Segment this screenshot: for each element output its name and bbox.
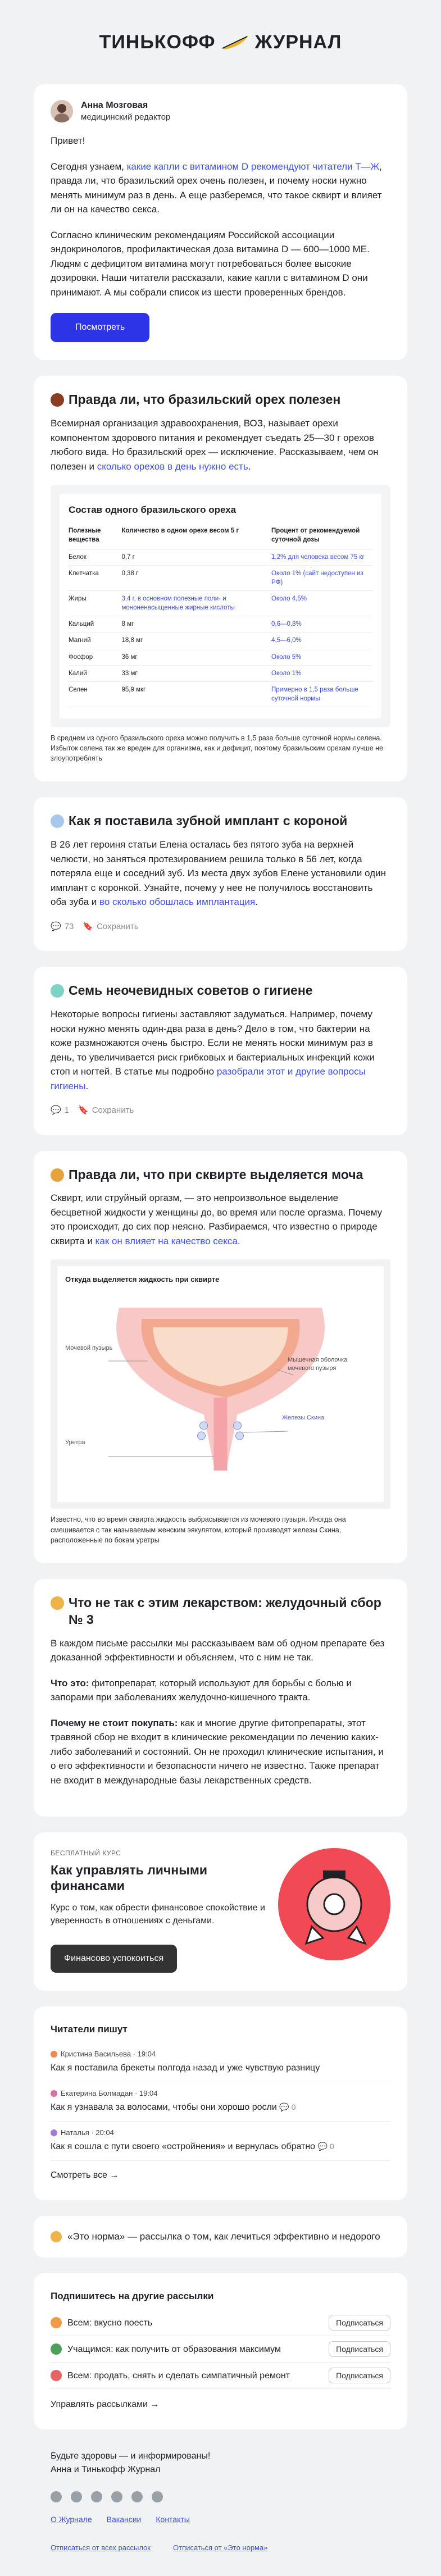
reader-item[interactable]: Наталья · 20:04 Как я сошла с пути своего «остройнения» и вернулась обратно 💬 0	[51, 2122, 390, 2161]
squirt-link[interactable]: как он влияет на качество секса	[95, 1235, 238, 1246]
anatomy-diagram	[51, 1259, 390, 1509]
subscribe-button[interactable]: Подписаться	[329, 2315, 390, 2331]
soap-icon	[51, 984, 64, 998]
table-row	[69, 649, 372, 665]
table-cell: Жиры	[69, 591, 121, 616]
article-drug	[34, 1579, 407, 1817]
article-title[interactable]: Правда ли, что бразильский орех полезен	[51, 392, 390, 408]
table-cell: Клетчатка	[69, 565, 121, 590]
table-cell: Магний	[69, 632, 121, 649]
masthead	[0, 0, 441, 84]
table-row	[69, 591, 372, 616]
implant-link[interactable]: во сколько обошлась имплантация	[99, 896, 256, 908]
comments-button[interactable]: 💬 73	[51, 921, 74, 934]
save-button[interactable]: 🔖 Сохранить	[78, 1104, 134, 1117]
table-cell[interactable]: Около 4,5%	[271, 591, 372, 616]
table-cell[interactable]: Около 1%	[271, 665, 372, 681]
diagram-caption: Известно, что во время сквирта жидкость выбрасывается из мочевого пузыря. Иногда она смешивается с так называемым женским эякулятом, который производят железы Скина, расположенные по бокам уретры	[51, 1515, 346, 1544]
table-cell[interactable]: 4,5—6,0%	[271, 632, 372, 649]
drug-what: Что это: фитопрепарат, который используют для борьбы с болью и запорами при заболеваниях желудочно-кишечного тракта.	[51, 1677, 352, 1703]
article-text: Сквирт, или струйный оргазм, — это непроизвольное выделение бесцветной жидкости у женщины до, во время или после оргазма. Почему это происходит, до сих пор неясно. Разбираемся, что известно о природе сквирта и как он влияет на качество секса.	[51, 1193, 383, 1246]
table-cell: Кальций	[69, 616, 121, 632]
vk-icon[interactable]	[51, 2491, 62, 2502]
piggy-bank-illustration	[278, 1848, 390, 1960]
article-title: Что не так с этим лекарством: желудочный сбор № 3	[51, 1595, 390, 1628]
telegram-icon[interactable]	[71, 2491, 82, 2502]
article-text: Некоторые вопросы гигиены заставляют задуматься. Например, почему носки нужно менять один-два раза в день? Дело в том, что бактерии на коже размножаются очень быстро. Если не менять носки минимум раз в день, то увеличивается риск грибковых и бактериальных инфекций кожи стоп и ногтей. В статье мы подробно разобрали этот и другие вопросы гигиены.	[51, 1009, 375, 1091]
table-row	[69, 681, 372, 707]
label-bladder: Мочевой пузырь	[65, 1345, 113, 1352]
about-link[interactable]: О Журнале	[51, 2515, 92, 2524]
author-name: Анна Мозговая	[81, 101, 148, 110]
comment-icon: 💬	[51, 1105, 61, 1116]
bookmark-icon: 🔖	[83, 921, 94, 931]
unsubscribe-links	[51, 2542, 390, 2554]
youtube-icon[interactable]	[91, 2491, 102, 2502]
newsletter-info-card	[34, 2216, 407, 2258]
table-row	[69, 616, 372, 632]
signoff-line-1: Будьте здоровы — и информированы!	[51, 2451, 211, 2461]
logo-text-left: ТИНЬКОФФ	[99, 31, 216, 53]
comments-button[interactable]: 💬 1	[51, 1104, 69, 1117]
water-icon	[51, 1168, 64, 1182]
readers-card	[34, 2006, 407, 2201]
food-icon	[51, 2317, 62, 2328]
table-caption: В среднем из одного бразильского ореха можно получить в 1,5 раза больше суточной нормы селена. Избыток селена так же вреден для организма, как и дефицит, поэтому бразильским орехам лучше не злоупотреблять	[51, 734, 383, 763]
table-cell[interactable]: 3,4 г, в основном полезные поли- и мононенасыщенные жирные кислоты	[121, 591, 271, 616]
subscription-row: Учащимся: как получить от образования максимум Подписаться	[51, 2336, 390, 2363]
label-urethra: Уретра	[65, 1439, 85, 1446]
article-title[interactable]: Как я поставила зубной имплант с короной	[51, 813, 390, 830]
vitamin-d-link[interactable]: какие капли с витамином D рекомендуют читатели Т—Ж	[126, 161, 380, 172]
intro-paragraph-1: Сегодня узнаем, какие капли с витамином D рекомендуют читатели Т—Ж, правда ли, что бразильский орех очень полезен, и почему носки нужно менять минимум раз в день. А еще разберемся, что такое сквирт и влияет ли он на качество секса.	[51, 161, 382, 215]
table-cell: Белок	[69, 549, 121, 565]
article-hygiene	[34, 967, 407, 1135]
table-cell[interactable]: 0,6—0,8%	[271, 616, 372, 632]
house-icon	[51, 2370, 62, 2381]
pinterest-icon[interactable]	[152, 2491, 163, 2502]
reader-item[interactable]: Кристина Васильева · 19:04 Как я поставила брекеты полгода назад и уже чувствую разницу	[51, 2043, 390, 2082]
table-header: Количество в одном орехе весом 5 г	[121, 524, 271, 549]
table-cell[interactable]: Около 1% (сайт недоступен из РФ)	[271, 565, 372, 590]
tooth-icon	[51, 814, 64, 828]
ok-icon[interactable]	[131, 2491, 143, 2502]
signoff-line-2: Анна и Тинькофф Журнал	[51, 2465, 161, 2475]
article-brazil-nut	[34, 376, 407, 781]
table-cell: 18,8 мг	[121, 632, 271, 649]
footer	[34, 2445, 407, 2554]
table-cell: 36 мг	[121, 649, 271, 665]
table-cell: Калий	[69, 665, 121, 681]
table-row	[69, 665, 372, 681]
author-role: медицинский редактор	[81, 112, 171, 122]
nut-table-figure	[51, 485, 390, 727]
drug-why-not: Почему не стоит покупать: как и многие другие фитопрепараты, этот травяной сбор не входит в клинические рекомендации по лечению каких-либо заболеваний и состояний. Он не проходил клинические испытания, и о его эффективности и безопасности ничего не известно. Также препарат не входит в международные базы лекарственных средств.	[51, 1717, 384, 1786]
table-cell: 95,9 мкг	[121, 681, 271, 707]
table-cell: 0,7 г	[121, 549, 271, 565]
course-button[interactable]: Финансово успокоиться	[51, 1945, 177, 1973]
course-label: БЕСПЛАТНЫЙ КУРС	[51, 1849, 121, 1858]
article-implant	[34, 797, 407, 951]
table-cell: Селен	[69, 681, 121, 707]
course-card	[34, 1832, 407, 1991]
greeting: Привет!	[51, 135, 85, 147]
article-meta	[51, 921, 390, 934]
table-row	[69, 632, 372, 649]
user-avatar-icon	[51, 2090, 57, 2097]
table-cell: 33 мг	[121, 665, 271, 681]
article-text: В 26 лет героиня статьи Елена осталась без пятого зуба на верхней челюсти, но заняться протезированием решила только в 56 лет, когда потеряла еще и соседний зуб. Из места двух зубов Елене установили один имплант с коронкой. Узнайте, почему у нее не получилось восстановить оба зуба и во сколько обошлась имплантация.	[51, 839, 387, 908]
bookmark-icon: 🔖	[78, 1105, 89, 1116]
article-title[interactable]: Правда ли, что при сквирте выделяется моча	[51, 1167, 390, 1184]
social-links	[51, 2491, 390, 2502]
footer-links	[51, 2514, 390, 2525]
drug-intro: В каждом письме рассылки мы рассказываем вам об одном препарате без доказанной эффективности и объясняем, что с ним не так.	[51, 1637, 385, 1663]
article-text: Всемирная организация здравоохранения, ВОЗ, называет орехи компонентом здорового питания и рекомендует съедать 25—30 г орехов любого вида. Но бразильский орех — исключение. Рассказываем, чем он полезен и сколько орехов в день нужно есть.	[51, 418, 379, 472]
subs-title: Подпишитесь на другие рассылки	[51, 2290, 214, 2301]
feather-icon	[220, 34, 251, 51]
course-desc: Курс о том, как обрести финансовое спокойствие и уверенность в отношениях с деньгами.	[51, 1903, 265, 1926]
manage-subscriptions-link[interactable]: Управлять рассылками →	[51, 2400, 160, 2410]
table-cell[interactable]: Примерно в 1,5 раза больше суточной нормы	[271, 681, 372, 707]
user-avatar-icon	[51, 2129, 57, 2136]
user-avatar-icon	[51, 2051, 57, 2058]
table-cell: 8 мг	[121, 616, 271, 632]
table-cell: Фосфор	[69, 649, 121, 665]
subscribe-button[interactable]: Подписаться	[329, 2341, 390, 2357]
avatar	[51, 100, 73, 122]
contacts-link[interactable]: Контакты	[156, 2515, 190, 2524]
twitter-icon[interactable]	[111, 2491, 122, 2502]
author	[51, 100, 390, 122]
hygiene-link[interactable]: разобрали этот и другие вопросы гигиены	[51, 1066, 366, 1091]
article-squirt	[34, 1151, 407, 1563]
subscriptions-card	[34, 2273, 407, 2430]
graduation-icon	[51, 2343, 62, 2355]
table-cell: 0,38 г	[121, 565, 271, 590]
unsubscribe-all-link[interactable]: Отписаться от всех рассылок	[51, 2543, 151, 2552]
table-row	[69, 565, 372, 590]
tinkoff-journal-logo[interactable]	[99, 28, 342, 57]
label-muscle: Мышечная оболочка мочевого пузыря	[288, 1357, 348, 1372]
intro-paragraph-2: Согласно клиническим рекомендациям Российской ассоциации эндокринологов, профилактическая доза витамина D — 600—1000 МЕ. Людям с дефицитом витамина могут потребоваться более высокие дозировки. Наши читатели рассказали, какие капли с витамином D они принимают. А мы собрали список из шести проверенных брендов.	[51, 229, 370, 298]
article-meta	[51, 1104, 390, 1117]
label-skene-glands: Железы Скина	[282, 1414, 325, 1422]
table-header: Процент от рекомендуемой суточной дозы	[271, 524, 372, 549]
newsletter-info: «Это норма» — рассылка о том, как лечиться эффективно и недорого	[67, 2231, 380, 2242]
nutrient-table	[69, 524, 372, 707]
table-title: Состав одного бразильского ореха	[69, 504, 237, 516]
subscription-row: Всем: вкусно поесть Подписаться	[51, 2310, 390, 2336]
table-header: Полезные вещества	[69, 524, 121, 549]
table-cell[interactable]: 1,2% для человека весом 75 кг	[271, 549, 372, 565]
unsubscribe-norma-link[interactable]: Отписаться от «Это норма»	[172, 2543, 268, 2552]
save-button[interactable]: 🔖 Сохранить	[83, 921, 138, 934]
subscription-row: Всем: продать, снять и сделать симпатичный ремонт Подписаться	[51, 2363, 390, 2389]
pill-icon	[51, 2231, 62, 2242]
table-row	[69, 549, 372, 565]
comment-icon: 💬	[51, 921, 61, 931]
bladder-illustration	[65, 1285, 376, 1499]
reader-item[interactable]: Екатерина Болмадан · 19:04 Как я узнавала за волосами, чтобы они хорошо росли 💬 0	[51, 2082, 390, 2122]
nut-icon	[51, 393, 64, 407]
vacancies-link[interactable]: Вакансии	[106, 2515, 142, 2524]
table-cell[interactable]: Около 5%	[271, 649, 372, 665]
diagram-title: Откуда выделяется жидкость при сквирте	[65, 1275, 220, 1284]
logo-text-right: ЖУРНАЛ	[254, 31, 342, 53]
subscribe-button[interactable]: Подписаться	[329, 2368, 390, 2383]
view-button[interactable]: Посмотреть	[51, 313, 149, 342]
see-all-link[interactable]: Смотреть все →	[51, 2170, 119, 2181]
course-title[interactable]: Как управлять личными финансами	[51, 1863, 207, 1893]
readers-title: Читатели пишут	[51, 2023, 128, 2035]
pill-icon	[51, 1596, 64, 1610]
article-title[interactable]: Семь неочевидных советов о гигиене	[51, 982, 390, 999]
nut-link[interactable]: сколько орехов в день нужно есть	[97, 461, 248, 472]
intro-card	[34, 84, 407, 360]
